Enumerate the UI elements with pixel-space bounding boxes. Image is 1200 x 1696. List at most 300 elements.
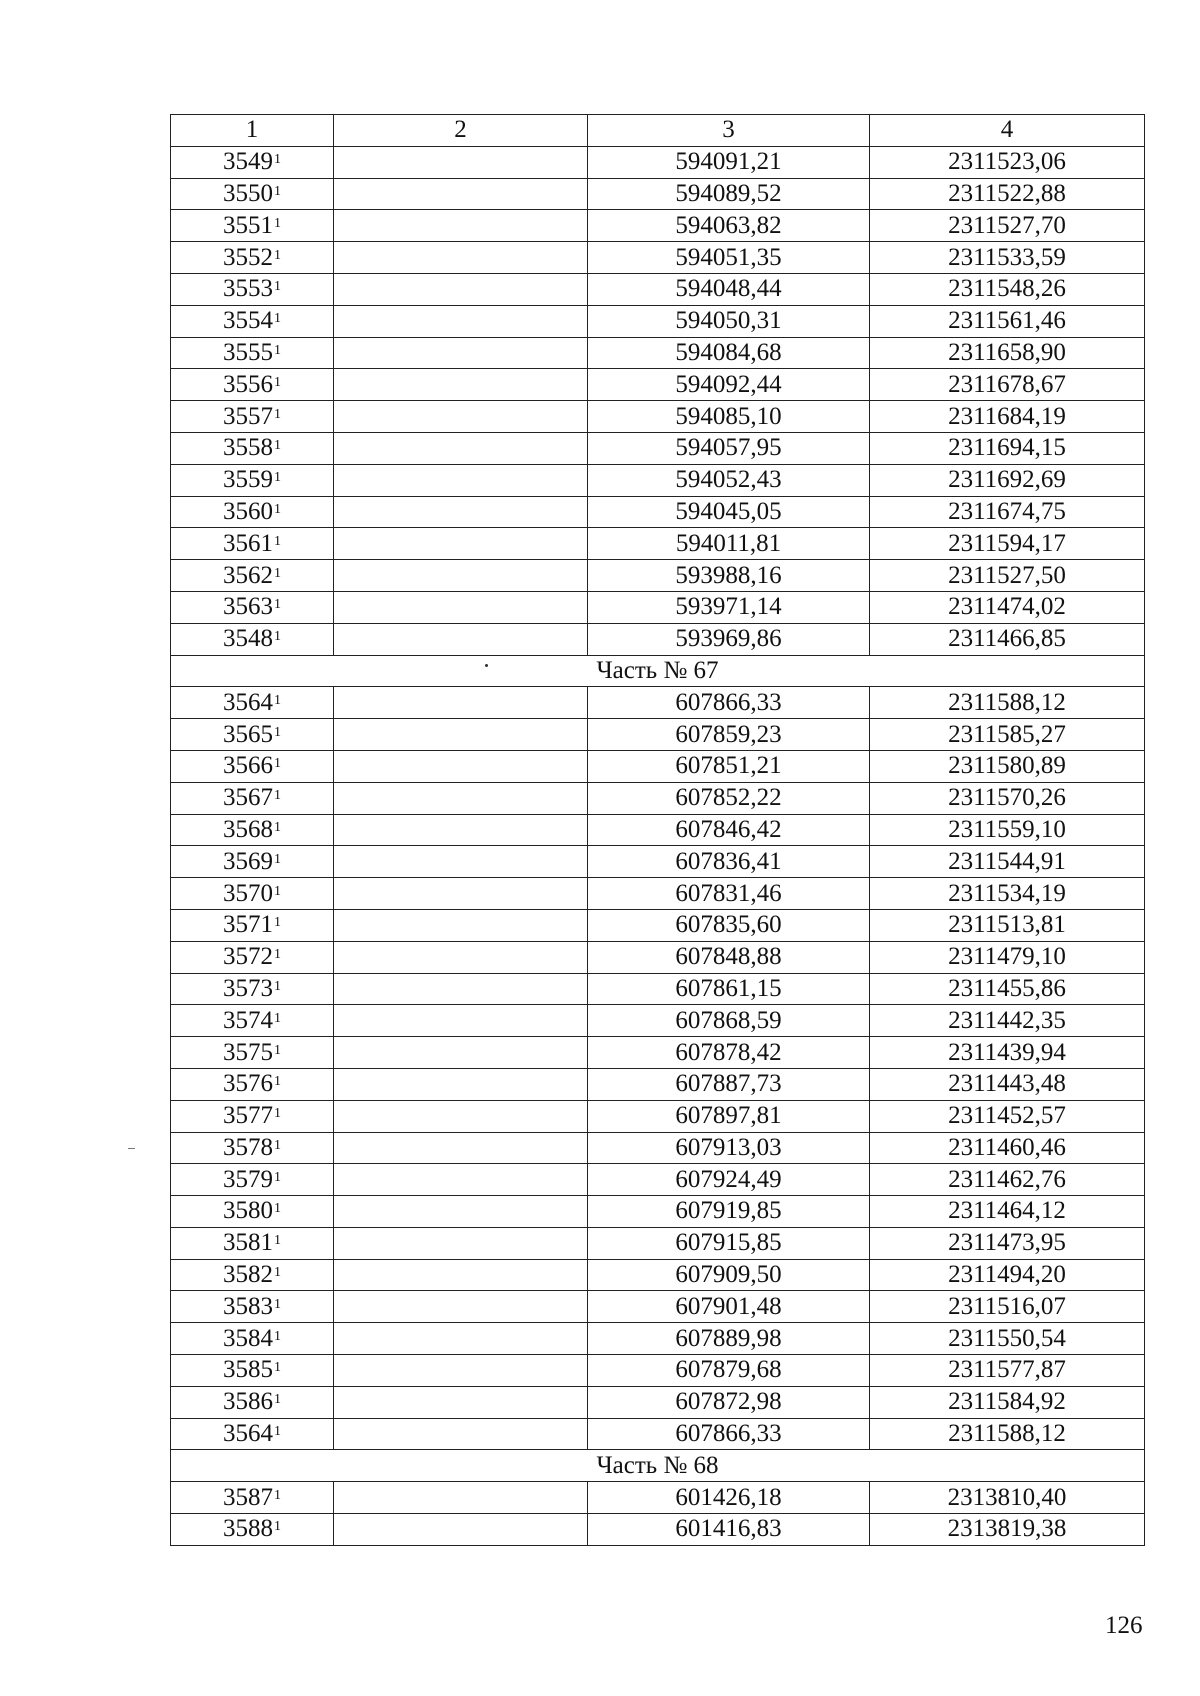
column-2-cell bbox=[334, 1418, 588, 1450]
column-2-cell bbox=[334, 337, 588, 369]
margin-mark bbox=[128, 1148, 135, 1149]
x-coordinate-cell: 607879,68 bbox=[588, 1355, 870, 1387]
point-number-superscript: 1 bbox=[274, 756, 281, 772]
column-2-cell bbox=[334, 973, 588, 1005]
x-coordinate-cell: 607872,98 bbox=[588, 1386, 870, 1418]
column-2-cell bbox=[334, 178, 588, 210]
point-number-superscript: 1 bbox=[274, 1074, 281, 1090]
x-coordinate-cell: 594052,43 bbox=[588, 464, 870, 496]
column-2-cell bbox=[334, 1100, 588, 1132]
y-coordinate-cell: 2313810,40 bbox=[870, 1482, 1145, 1514]
table-row bbox=[171, 210, 1145, 242]
column-2-cell bbox=[334, 401, 588, 433]
y-coordinate-cell: 2311527,50 bbox=[870, 560, 1145, 592]
stray-dot bbox=[485, 664, 488, 667]
table-row bbox=[171, 337, 1145, 369]
point-number-cell bbox=[171, 1514, 334, 1546]
point-number: 3574 bbox=[223, 1006, 273, 1034]
column-2-cell bbox=[334, 369, 588, 401]
column-2-cell bbox=[334, 1514, 588, 1546]
point-number-cell bbox=[171, 782, 334, 814]
x-coordinate-cell: 607866,33 bbox=[588, 1418, 870, 1450]
page-number: 126 bbox=[1105, 1612, 1143, 1639]
point-number: 3559 bbox=[223, 466, 273, 494]
table-row bbox=[171, 1355, 1145, 1387]
x-coordinate-cell: 607901,48 bbox=[588, 1291, 870, 1323]
point-number: 3552 bbox=[223, 243, 273, 271]
point-number-superscript: 1 bbox=[274, 1360, 281, 1376]
point-number-superscript: 1 bbox=[274, 883, 281, 899]
column-2-cell bbox=[334, 496, 588, 528]
point-number-superscript: 1 bbox=[274, 724, 281, 740]
column-header-2: 2 bbox=[334, 115, 588, 147]
point-number: 3564 bbox=[223, 1420, 273, 1448]
y-coordinate-cell: 2311466,85 bbox=[870, 623, 1145, 655]
section-title: Часть № 67 bbox=[171, 655, 1145, 687]
y-coordinate-cell: 2311585,27 bbox=[870, 719, 1145, 751]
column-2-cell bbox=[334, 1386, 588, 1418]
point-number-cell bbox=[171, 1482, 334, 1514]
x-coordinate-cell: 607851,21 bbox=[588, 750, 870, 782]
x-coordinate-cell: 607924,49 bbox=[588, 1164, 870, 1196]
section-row bbox=[171, 1450, 1145, 1482]
point-number: 3561 bbox=[223, 529, 273, 557]
table-row bbox=[171, 496, 1145, 528]
column-2-cell bbox=[334, 782, 588, 814]
point-number: 3557 bbox=[223, 402, 273, 430]
point-number: 3586 bbox=[223, 1388, 273, 1416]
x-coordinate-cell: 594051,35 bbox=[588, 242, 870, 274]
table-row bbox=[171, 1100, 1145, 1132]
point-number-superscript: 1 bbox=[274, 247, 281, 263]
section-title: Часть № 68 bbox=[171, 1450, 1145, 1482]
x-coordinate-cell: 607878,42 bbox=[588, 1037, 870, 1069]
y-coordinate-cell: 2311455,86 bbox=[870, 973, 1145, 1005]
point-number-cell bbox=[171, 242, 334, 274]
table-row bbox=[171, 1386, 1145, 1418]
table-row bbox=[171, 560, 1145, 592]
point-number-superscript: 1 bbox=[274, 1042, 281, 1058]
y-coordinate-cell: 2311580,89 bbox=[870, 750, 1145, 782]
y-coordinate-cell: 2311684,19 bbox=[870, 401, 1145, 433]
y-coordinate-cell: 2311584,92 bbox=[870, 1386, 1145, 1418]
y-coordinate-cell: 2311570,26 bbox=[870, 782, 1145, 814]
table-row bbox=[171, 1132, 1145, 1164]
x-coordinate-cell: 594085,10 bbox=[588, 401, 870, 433]
x-coordinate-cell: 607866,33 bbox=[588, 687, 870, 719]
y-coordinate-cell: 2311548,26 bbox=[870, 273, 1145, 305]
point-number-cell bbox=[171, 1291, 334, 1323]
table-row bbox=[171, 305, 1145, 337]
table-row bbox=[171, 401, 1145, 433]
point-number-superscript: 1 bbox=[274, 1169, 281, 1185]
point-number-superscript: 1 bbox=[274, 1106, 281, 1122]
y-coordinate-cell: 2311439,94 bbox=[870, 1037, 1145, 1069]
y-coordinate-cell: 2311527,70 bbox=[870, 210, 1145, 242]
point-number-cell bbox=[171, 878, 334, 910]
y-coordinate-cell: 2311494,20 bbox=[870, 1259, 1145, 1291]
point-number-superscript: 1 bbox=[274, 1201, 281, 1217]
table-row bbox=[171, 814, 1145, 846]
point-number-cell bbox=[171, 719, 334, 751]
x-coordinate-cell: 607913,03 bbox=[588, 1132, 870, 1164]
point-number-superscript: 1 bbox=[274, 311, 281, 327]
point-number-cell bbox=[171, 210, 334, 242]
point-number-superscript: 1 bbox=[274, 915, 281, 931]
point-number-cell bbox=[171, 591, 334, 623]
table-row bbox=[171, 878, 1145, 910]
column-2-cell bbox=[334, 1259, 588, 1291]
point-number: 3551 bbox=[223, 211, 273, 239]
point-number: 3579 bbox=[223, 1165, 273, 1193]
header-row bbox=[171, 115, 1145, 147]
y-coordinate-cell: 2311479,10 bbox=[870, 941, 1145, 973]
y-coordinate-cell: 2311678,67 bbox=[870, 369, 1145, 401]
point-number-superscript: 1 bbox=[274, 215, 281, 231]
table-row bbox=[171, 1291, 1145, 1323]
table-row bbox=[171, 941, 1145, 973]
point-number-cell bbox=[171, 1068, 334, 1100]
table-row bbox=[171, 1514, 1145, 1546]
x-coordinate-cell: 607861,15 bbox=[588, 973, 870, 1005]
x-coordinate-cell: 593969,86 bbox=[588, 623, 870, 655]
point-number-cell bbox=[171, 305, 334, 337]
x-coordinate-cell: 594045,05 bbox=[588, 496, 870, 528]
point-number-cell bbox=[171, 973, 334, 1005]
point-number-superscript: 1 bbox=[274, 342, 281, 358]
y-coordinate-cell: 2311534,19 bbox=[870, 878, 1145, 910]
table-row bbox=[171, 719, 1145, 751]
table-row bbox=[171, 1037, 1145, 1069]
point-number-cell bbox=[171, 1164, 334, 1196]
point-number: 3560 bbox=[223, 497, 273, 525]
x-coordinate-cell: 607859,23 bbox=[588, 719, 870, 751]
y-coordinate-cell: 2311588,12 bbox=[870, 1418, 1145, 1450]
point-number-cell bbox=[171, 1100, 334, 1132]
point-number: 3563 bbox=[223, 593, 273, 621]
point-number-cell bbox=[171, 687, 334, 719]
y-coordinate-cell: 2311516,07 bbox=[870, 1291, 1145, 1323]
point-number-superscript: 1 bbox=[274, 978, 281, 994]
point-number-superscript: 1 bbox=[274, 374, 281, 390]
point-number-cell bbox=[171, 846, 334, 878]
x-coordinate-cell: 593971,14 bbox=[588, 591, 870, 623]
point-number-cell bbox=[171, 909, 334, 941]
table-row bbox=[171, 1068, 1145, 1100]
point-number-superscript: 1 bbox=[274, 279, 281, 295]
column-2-cell bbox=[334, 941, 588, 973]
point-number: 3584 bbox=[223, 1324, 273, 1352]
x-coordinate-cell: 607887,73 bbox=[588, 1068, 870, 1100]
table-row bbox=[171, 242, 1145, 274]
point-number: 3570 bbox=[223, 879, 273, 907]
column-2-cell bbox=[334, 528, 588, 560]
x-coordinate-cell: 594091,21 bbox=[588, 146, 870, 178]
point-number-cell bbox=[171, 1418, 334, 1450]
x-coordinate-cell: 594092,44 bbox=[588, 369, 870, 401]
column-2-cell bbox=[334, 687, 588, 719]
point-number-superscript: 1 bbox=[274, 406, 281, 422]
point-number-superscript: 1 bbox=[274, 1328, 281, 1344]
table-row bbox=[171, 1323, 1145, 1355]
table-row bbox=[171, 750, 1145, 782]
point-number: 3578 bbox=[223, 1133, 273, 1161]
point-number-cell bbox=[171, 1259, 334, 1291]
point-number-cell bbox=[171, 178, 334, 210]
point-number-superscript: 1 bbox=[274, 947, 281, 963]
table-row bbox=[171, 1227, 1145, 1259]
point-number: 3581 bbox=[223, 1229, 273, 1257]
column-header-3: 3 bbox=[588, 115, 870, 147]
point-number: 3580 bbox=[223, 1197, 273, 1225]
point-number-cell bbox=[171, 814, 334, 846]
point-number: 3576 bbox=[223, 1070, 273, 1098]
x-coordinate-cell: 594011,81 bbox=[588, 528, 870, 560]
point-number-cell bbox=[171, 1386, 334, 1418]
point-number: 3575 bbox=[223, 1038, 273, 1066]
column-2-cell bbox=[334, 305, 588, 337]
point-number-cell bbox=[171, 496, 334, 528]
point-number: 3564 bbox=[223, 688, 273, 716]
table-row bbox=[171, 1196, 1145, 1228]
point-number-superscript: 1 bbox=[274, 788, 281, 804]
point-number-superscript: 1 bbox=[274, 819, 281, 835]
point-number-superscript: 1 bbox=[274, 1296, 281, 1312]
point-number-cell bbox=[171, 401, 334, 433]
table-row bbox=[171, 591, 1145, 623]
y-coordinate-cell: 2311462,76 bbox=[870, 1164, 1145, 1196]
point-number: 3566 bbox=[223, 752, 273, 780]
column-2-cell bbox=[334, 1196, 588, 1228]
point-number-superscript: 1 bbox=[274, 1392, 281, 1408]
x-coordinate-cell: 594050,31 bbox=[588, 305, 870, 337]
column-2-cell bbox=[334, 750, 588, 782]
point-number: 3571 bbox=[223, 911, 273, 939]
point-number: 3569 bbox=[223, 847, 273, 875]
x-coordinate-cell: 594089,52 bbox=[588, 178, 870, 210]
point-number: 3588 bbox=[223, 1515, 273, 1543]
point-number-cell bbox=[171, 369, 334, 401]
point-number-superscript: 1 bbox=[274, 1265, 281, 1281]
y-coordinate-cell: 2311523,06 bbox=[870, 146, 1145, 178]
y-coordinate-cell: 2311442,35 bbox=[870, 1005, 1145, 1037]
point-number-cell bbox=[171, 432, 334, 464]
table-row bbox=[171, 973, 1145, 1005]
point-number: 3585 bbox=[223, 1356, 273, 1384]
column-2-cell bbox=[334, 878, 588, 910]
column-2-cell bbox=[334, 1005, 588, 1037]
point-number: 3582 bbox=[223, 1261, 273, 1289]
column-2-cell bbox=[334, 273, 588, 305]
x-coordinate-cell: 607919,85 bbox=[588, 1196, 870, 1228]
point-number: 3556 bbox=[223, 370, 273, 398]
x-coordinate-cell: 607852,22 bbox=[588, 782, 870, 814]
y-coordinate-cell: 2311533,59 bbox=[870, 242, 1145, 274]
point-number: 3555 bbox=[223, 338, 273, 366]
y-coordinate-cell: 2311464,12 bbox=[870, 1196, 1145, 1228]
point-number-cell bbox=[171, 941, 334, 973]
point-number-cell bbox=[171, 1355, 334, 1387]
y-coordinate-cell: 2311594,17 bbox=[870, 528, 1145, 560]
x-coordinate-cell: 607836,41 bbox=[588, 846, 870, 878]
point-number-superscript: 1 bbox=[274, 438, 281, 454]
point-number-superscript: 1 bbox=[274, 1487, 281, 1503]
table-row bbox=[171, 687, 1145, 719]
point-number-cell bbox=[171, 1323, 334, 1355]
column-2-cell bbox=[334, 1037, 588, 1069]
column-2-cell bbox=[334, 1164, 588, 1196]
column-2-cell bbox=[334, 814, 588, 846]
y-coordinate-cell: 2311544,91 bbox=[870, 846, 1145, 878]
table-row bbox=[171, 1418, 1145, 1450]
y-coordinate-cell: 2311559,10 bbox=[870, 814, 1145, 846]
column-2-cell bbox=[334, 909, 588, 941]
point-number: 3553 bbox=[223, 275, 273, 303]
point-number: 3558 bbox=[223, 434, 273, 462]
point-number-superscript: 1 bbox=[274, 1137, 281, 1153]
x-coordinate-cell: 607909,50 bbox=[588, 1259, 870, 1291]
column-2-cell bbox=[334, 464, 588, 496]
column-2-cell bbox=[334, 432, 588, 464]
table-row bbox=[171, 782, 1145, 814]
point-number-cell bbox=[171, 1227, 334, 1259]
y-coordinate-cell: 2313819,38 bbox=[870, 1514, 1145, 1546]
point-number-cell bbox=[171, 1037, 334, 1069]
x-coordinate-cell: 607868,59 bbox=[588, 1005, 870, 1037]
column-header-1: 1 bbox=[171, 115, 334, 147]
point-number-superscript: 1 bbox=[274, 565, 281, 581]
y-coordinate-cell: 2311443,48 bbox=[870, 1068, 1145, 1100]
y-coordinate-cell: 2311658,90 bbox=[870, 337, 1145, 369]
point-number-cell bbox=[171, 464, 334, 496]
point-number-cell bbox=[171, 560, 334, 592]
point-number-cell bbox=[171, 273, 334, 305]
point-number-superscript: 1 bbox=[274, 1010, 281, 1026]
point-number-cell bbox=[171, 528, 334, 560]
point-number-superscript: 1 bbox=[274, 1233, 281, 1249]
y-coordinate-cell: 2311588,12 bbox=[870, 687, 1145, 719]
x-coordinate-cell: 607915,85 bbox=[588, 1227, 870, 1259]
y-coordinate-cell: 2311694,15 bbox=[870, 432, 1145, 464]
point-number-superscript: 1 bbox=[274, 597, 281, 613]
column-2-cell bbox=[334, 1132, 588, 1164]
point-number: 3554 bbox=[223, 307, 273, 335]
point-number: 3562 bbox=[223, 561, 273, 589]
column-header-4: 4 bbox=[870, 115, 1145, 147]
point-number: 3549 bbox=[223, 148, 273, 176]
y-coordinate-cell: 2311474,02 bbox=[870, 591, 1145, 623]
table-row bbox=[171, 1259, 1145, 1291]
column-2-cell bbox=[334, 719, 588, 751]
table-row bbox=[171, 1164, 1145, 1196]
column-2-cell bbox=[334, 146, 588, 178]
y-coordinate-cell: 2311577,87 bbox=[870, 1355, 1145, 1387]
x-coordinate-cell: 607889,98 bbox=[588, 1323, 870, 1355]
point-number-cell bbox=[171, 623, 334, 655]
x-coordinate-cell: 594057,95 bbox=[588, 432, 870, 464]
column-2-cell bbox=[334, 242, 588, 274]
point-number: 3550 bbox=[223, 179, 273, 207]
coordinates-sheet bbox=[170, 114, 1144, 1546]
x-coordinate-cell: 594084,68 bbox=[588, 337, 870, 369]
point-number-superscript: 1 bbox=[274, 533, 281, 549]
point-number-cell bbox=[171, 750, 334, 782]
table-row bbox=[171, 909, 1145, 941]
x-coordinate-cell: 593988,16 bbox=[588, 560, 870, 592]
x-coordinate-cell: 607831,46 bbox=[588, 878, 870, 910]
point-number-superscript: 1 bbox=[274, 183, 281, 199]
x-coordinate-cell: 607848,88 bbox=[588, 941, 870, 973]
x-coordinate-cell: 594048,44 bbox=[588, 273, 870, 305]
column-2-cell bbox=[334, 1323, 588, 1355]
column-2-cell bbox=[334, 1291, 588, 1323]
x-coordinate-cell: 601416,83 bbox=[588, 1514, 870, 1546]
point-number-superscript: 1 bbox=[274, 152, 281, 168]
table-row bbox=[171, 1005, 1145, 1037]
point-number: 3577 bbox=[223, 1102, 273, 1130]
x-coordinate-cell: 607846,42 bbox=[588, 814, 870, 846]
y-coordinate-cell: 2311692,69 bbox=[870, 464, 1145, 496]
point-number-superscript: 1 bbox=[274, 470, 281, 486]
point-number: 3565 bbox=[223, 720, 273, 748]
y-coordinate-cell: 2311561,46 bbox=[870, 305, 1145, 337]
column-2-cell bbox=[334, 846, 588, 878]
point-number-cell bbox=[171, 337, 334, 369]
table-row bbox=[171, 464, 1145, 496]
table-row bbox=[171, 432, 1145, 464]
point-number: 3568 bbox=[223, 815, 273, 843]
point-number-superscript: 1 bbox=[274, 501, 281, 517]
point-number: 3548 bbox=[223, 625, 273, 653]
column-2-cell bbox=[334, 1227, 588, 1259]
point-number-superscript: 1 bbox=[274, 1519, 281, 1535]
point-number: 3572 bbox=[223, 943, 273, 971]
column-2-cell bbox=[334, 1355, 588, 1387]
y-coordinate-cell: 2311452,57 bbox=[870, 1100, 1145, 1132]
column-2-cell bbox=[334, 210, 588, 242]
y-coordinate-cell: 2311513,81 bbox=[870, 909, 1145, 941]
table-row bbox=[171, 273, 1145, 305]
table-row bbox=[171, 846, 1145, 878]
y-coordinate-cell: 2311674,75 bbox=[870, 496, 1145, 528]
point-number: 3573 bbox=[223, 974, 273, 1002]
x-coordinate-cell: 594063,82 bbox=[588, 210, 870, 242]
point-number-cell bbox=[171, 1132, 334, 1164]
point-number-cell bbox=[171, 1005, 334, 1037]
column-2-cell bbox=[334, 1482, 588, 1514]
table-row bbox=[171, 623, 1145, 655]
column-2-cell bbox=[334, 591, 588, 623]
coordinates-table bbox=[170, 114, 1145, 1546]
table-row bbox=[171, 528, 1145, 560]
y-coordinate-cell: 2311550,54 bbox=[870, 1323, 1145, 1355]
point-number-cell bbox=[171, 146, 334, 178]
y-coordinate-cell: 2311522,88 bbox=[870, 178, 1145, 210]
x-coordinate-cell: 601426,18 bbox=[588, 1482, 870, 1514]
x-coordinate-cell: 607835,60 bbox=[588, 909, 870, 941]
table-row bbox=[171, 178, 1145, 210]
column-2-cell bbox=[334, 1068, 588, 1100]
point-number-superscript: 1 bbox=[274, 851, 281, 867]
column-2-cell bbox=[334, 623, 588, 655]
point-number: 3587 bbox=[223, 1483, 273, 1511]
point-number: 3567 bbox=[223, 784, 273, 812]
section-row bbox=[171, 655, 1145, 687]
table-row bbox=[171, 146, 1145, 178]
table-body bbox=[171, 146, 1145, 1545]
point-number-superscript: 1 bbox=[274, 1424, 281, 1440]
x-coordinate-cell: 607897,81 bbox=[588, 1100, 870, 1132]
